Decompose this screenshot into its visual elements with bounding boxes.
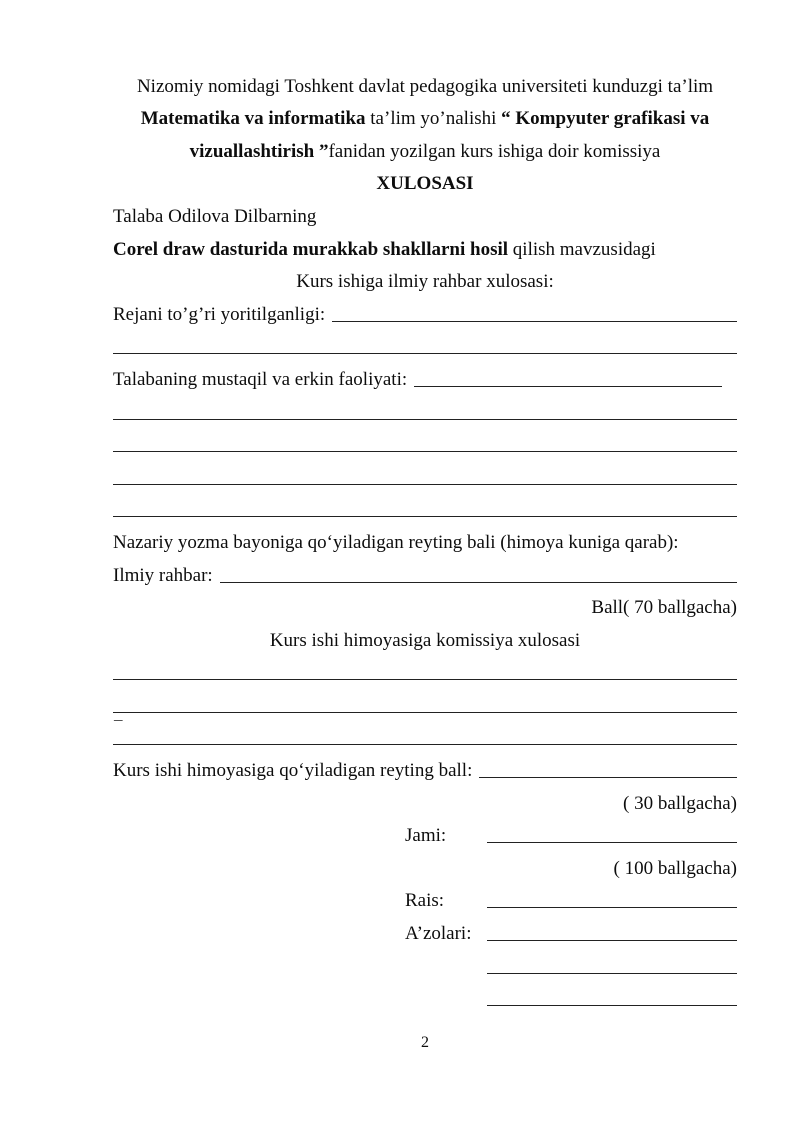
field-plan (113, 295, 737, 328)
advisor-heading (113, 263, 737, 296)
header-line-1 (113, 67, 737, 100)
blank-line (113, 679, 737, 680)
ball-70-text: Ball( 70 ballgacha) (591, 597, 737, 619)
azolari-label: A’zolari: (405, 923, 472, 945)
document-title (113, 165, 737, 198)
rating-note (113, 523, 737, 556)
header-line-3-normal: fanidan yozilgan kurs ishiga doir komissiya (328, 140, 661, 162)
blank-line (113, 712, 737, 713)
topic-line (113, 230, 737, 263)
field-defense-rating (113, 751, 737, 784)
commission-heading-text: Kurs ishi himoyasiga komissiya xulosasi (269, 629, 581, 651)
field-jami (113, 817, 737, 850)
signature-line-1 (113, 947, 737, 980)
signature-spacer (405, 1010, 480, 1012)
field-defense-rating-blank-line (479, 777, 737, 778)
blank-line (113, 484, 737, 485)
blank-line (487, 973, 737, 974)
field-azolari (113, 914, 737, 947)
student-line (113, 197, 737, 230)
blank-line (113, 516, 737, 517)
blank-rule-7 (113, 686, 737, 723)
ball-100-text: ( 100 ballgacha) (613, 857, 737, 879)
blank-rule-1 (113, 328, 737, 361)
header-line-1-text: Nizomiy nomidagi Toshkent davlat pedagogika universiteti kunduzgi ta’lim (136, 75, 714, 97)
ball-30-line (113, 784, 737, 817)
header-line-2 (113, 100, 737, 133)
advisor-heading-text: Kurs ishiga ilmiy rahbar xulosasi: (296, 271, 554, 293)
document-title-text: XULOSASI (376, 173, 474, 195)
rating-note-text: Nazariy yozma bayoniga qoʻyiladigan reyting bali (himoya kuniga qarab): (113, 531, 679, 553)
ball-70-line (113, 589, 737, 622)
document-content (113, 67, 737, 1052)
blank-line (487, 1005, 737, 1006)
blank-rule-8 (113, 719, 737, 752)
rais-blank-line (487, 907, 737, 908)
header-line-2-bold-2: “ Kompyuter grafikasi va (501, 108, 710, 130)
ball-100-line (113, 849, 737, 882)
blank-line (113, 353, 737, 354)
field-independent-label: Talabaning mustaqil va erkin faoliyati: (113, 368, 408, 390)
blank-line (113, 744, 737, 745)
field-advisor-blank-line (220, 582, 737, 583)
commission-heading (113, 621, 737, 654)
field-plan-label: Rejani to’g’ri yoritilganligi: (113, 303, 326, 325)
blank-rule-2 (113, 393, 737, 426)
blank-rule-6 (113, 654, 737, 687)
header-line-2-normal: ta’lim yo’nalishi (365, 108, 502, 130)
blank-line (113, 451, 737, 452)
blank-rule-5 (113, 491, 737, 524)
field-advisor-label: Ilmiy rahbar: (113, 564, 213, 586)
topic-bold-text: Corel draw dasturida murakkab shakllarni hosil (113, 238, 509, 260)
header-line-3 (113, 132, 737, 165)
stray-underscore: _ (114, 703, 123, 723)
jami-label: Jami: (405, 825, 447, 847)
signature-line-2 (113, 980, 737, 1013)
blank-rule-3 (113, 426, 737, 459)
field-independent-blank-line (414, 386, 722, 387)
field-defense-rating-label: Kurs ishi himoyasiga qoʻyiladigan reyting ball: (113, 760, 473, 782)
azolari-blank-line (487, 940, 737, 941)
field-rais (113, 882, 737, 915)
topic-normal-text: qilish mavzusidagi (508, 238, 656, 260)
student-line-text: Talaba Odilova Dilbarning (113, 205, 317, 227)
field-advisor (113, 556, 737, 589)
blank-line (113, 419, 737, 420)
page-number: 2 (421, 1034, 429, 1052)
blank-rule-4 (113, 458, 737, 491)
rais-label: Rais: (405, 890, 445, 912)
jami-blank-line (487, 842, 737, 843)
header-line-3-bold: vizuallashtirish ” (189, 140, 329, 162)
ball-30-text: ( 30 ballgacha) (623, 792, 737, 814)
field-independent (113, 360, 737, 393)
header-line-2-bold-1: Matematika va informatika (140, 108, 366, 130)
field-plan-blank-line (332, 321, 737, 322)
